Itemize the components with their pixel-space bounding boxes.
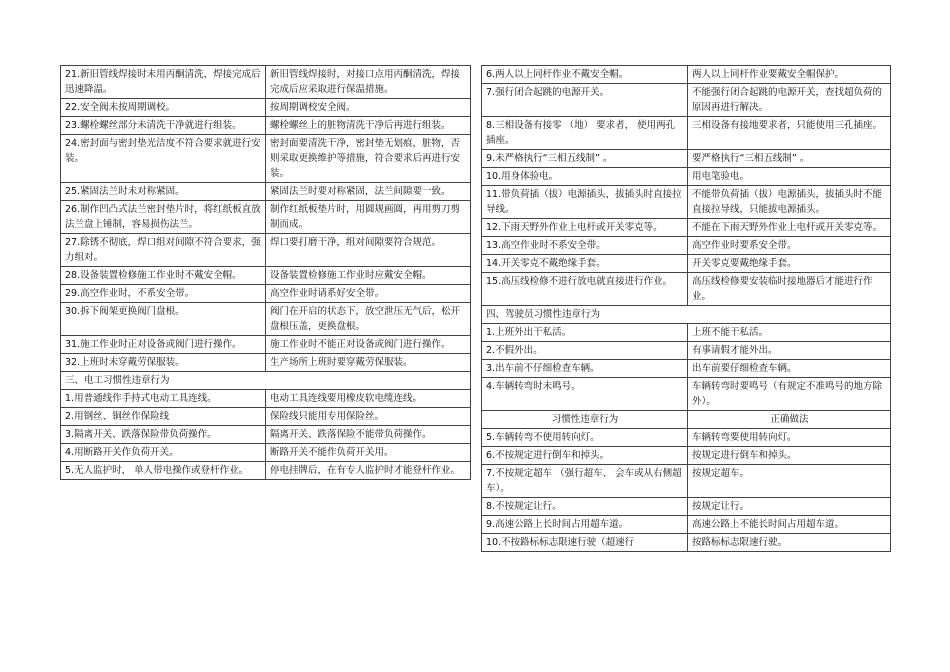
table-row [482, 117, 891, 150]
table-row [61, 117, 471, 135]
section-title: 四、驾驶员习惯性违章行为 [482, 306, 891, 324]
violation-cell: 10.不按路标标志限速行驶（超速行 [482, 534, 688, 552]
table-row [482, 186, 891, 219]
table-row [61, 267, 471, 285]
correct-practice-cell: 阀门在开启的状态下，放空泄压无气后，松开盘根压盖，更换盘根。 [266, 303, 471, 336]
correct-practice-cell: 车辆转弯时要鸣号（有规定不准鸣号的地方除外）。 [688, 378, 891, 411]
correct-practice-cell: 按周期调校安全阀。 [266, 99, 471, 117]
violation-cell: 23.螺栓螺丝部分未清洗干净就进行组装。 [61, 117, 266, 135]
section-title: 三、电工习惯性违章行为 [61, 372, 471, 390]
violation-cell: 21.新旧管线焊接时未用丙酮清洗，焊接完成后迅速降温。 [61, 66, 266, 99]
correct-practice-cell: 用电笔验电。 [688, 168, 891, 186]
correct-practice-cell: 有事请假才能外出。 [688, 342, 891, 360]
table-row [482, 360, 891, 378]
correct-practice-cell: 按规定进行倒车和掉头。 [688, 447, 891, 465]
table-row [61, 336, 471, 354]
correct-practice-cell: 保险线只能用专用保险丝。 [266, 408, 471, 426]
violation-cell: 31.施工作业时正对设备或阀门进行操作。 [61, 336, 266, 354]
table-row [482, 150, 891, 168]
correct-practice-cell: 停电挂牌后，在有专人监护时才能登杆作业。 [266, 462, 471, 480]
table-row [482, 447, 891, 465]
violation-cell: 25.紧固法兰时未对称紧固。 [61, 183, 266, 201]
correct-practice-cell: 制作红纸板垫片时，用圆规画圆，再用剪刀剪制而成。 [266, 201, 471, 234]
violation-cell: 11.带负荷插（拔）电源插头，拔插头时直接拉导线。 [482, 186, 688, 219]
violation-cell: 30.拆下阀架更换阀门盘根。 [61, 303, 266, 336]
correct-practice-cell: 三相设备有接地要求者，只能使用三孔插座。 [688, 117, 891, 150]
left-table-body [61, 66, 471, 480]
correct-practice-cell: 高空作业时要系安全带。 [688, 237, 891, 255]
violation-cell: 6.两人以上同杆作业不戴安全帽。 [482, 66, 688, 84]
correct-practice-cell: 高空作业时请系好安全带。 [266, 285, 471, 303]
correct-practice-cell: 高速公路上不能长时间占用超车道。 [688, 516, 891, 534]
table-row [482, 237, 891, 255]
correct-practice-cell: 密封面要清洗干净，密封垫无划痕，脏物，否则采取更换维护等措施，符合要求后再进行安装。 [266, 135, 471, 183]
correct-practice-cell: 螺栓螺丝上的脏物清洗干净后再进行组装。 [266, 117, 471, 135]
table-row [61, 66, 471, 99]
table-row [61, 390, 471, 408]
correct-practice-cell: 焊口要打磨干净，组对间隙要符合规范。 [266, 234, 471, 267]
table-row [482, 465, 891, 498]
table-row [482, 84, 891, 117]
table-row [61, 135, 471, 183]
table-row [61, 462, 471, 480]
table-row [482, 324, 891, 342]
correct-practice-cell: 开关零克要戴绝缘手套。 [688, 255, 891, 273]
right-rules-table [481, 65, 891, 552]
left-rules-table [60, 65, 471, 480]
section-row [61, 372, 471, 390]
violation-cell: 8.三相设备有接零 （地） 要求者， 使用两孔插座。 [482, 117, 688, 150]
table-row [482, 516, 891, 534]
correct-practice-cell: 上班不能干私活。 [688, 324, 891, 342]
violation-cell: 3.隔离开关、跌落保险带负荷操作。 [61, 426, 266, 444]
violation-cell: 3.出车前不仔细检查车辆。 [482, 360, 688, 378]
violation-cell: 2.用钢丝、铜丝作保险线 [61, 408, 266, 426]
table-row [61, 426, 471, 444]
table-row [482, 255, 891, 273]
violation-cell: 13.高空作业时不系安全带。 [482, 237, 688, 255]
violation-cell: 22.安全阀未按周期调校。 [61, 99, 266, 117]
table-row [61, 303, 471, 336]
table-row [482, 219, 891, 237]
correct-practice-cell: 按路标标志限速行驶。 [688, 534, 891, 552]
correct-practice-cell: 两人以上同杆作业要戴安全帽保护。 [688, 66, 891, 84]
column-header-row [482, 411, 891, 429]
violation-cell: 4.用断路开关作负荷开关。 [61, 444, 266, 462]
table-row [482, 342, 891, 360]
correct-practice-cell: 按规定让行。 [688, 498, 891, 516]
violation-cell: 1.用普通线作手持式电动工具连线。 [61, 390, 266, 408]
table-row [61, 234, 471, 267]
correct-practice-cell: 不能在下雨天野外作业上电杆或开关零克等。 [688, 219, 891, 237]
violation-cell: 12.下雨天野外作业上电杆或开关零克等。 [482, 219, 688, 237]
violation-cell: 5.无人监护时， 单人带电操作或登杆作业。 [61, 462, 266, 480]
violation-cell: 15.高压线检修不进行放电就直接进行作业。 [482, 273, 688, 306]
correct-practice-cell: 不能强行闭合起跳的电源开关，查找超负荷的原因再进行解决。 [688, 84, 891, 117]
table-row [482, 534, 891, 552]
correct-practice-cell: 紧固法兰时要对称紧固，法兰间隙要一致。 [266, 183, 471, 201]
table-row [482, 273, 891, 306]
correct-practice-cell: 施工作业时不能正对设备或阀门进行操作。 [266, 336, 471, 354]
violation-cell: 1.上班外出干私活。 [482, 324, 688, 342]
correct-practice-cell: 断路开关不能作负荷开关用。 [266, 444, 471, 462]
correct-practice-cell: 高压线检修要安装临时接地器后才能进行作业。 [688, 273, 891, 306]
table-row [61, 354, 471, 372]
correct-practice-cell: 车辆转弯要使用转向灯。 [688, 429, 891, 447]
violation-cell: 5.车辆转弯不使用转向灯。 [482, 429, 688, 447]
section-row [482, 306, 891, 324]
violation-cell: 14.开关零克不戴绝缘手套。 [482, 255, 688, 273]
correct-practice-cell: 按规定超车。 [688, 465, 891, 498]
correct-practice-cell: 生产场所上班时要穿戴劳保服装。 [266, 354, 471, 372]
violation-cell: 9.高速公路上长时间占用超车道。 [482, 516, 688, 534]
table-row [61, 183, 471, 201]
table-row [61, 99, 471, 117]
header-violation: 习惯性违章行为 [482, 411, 688, 429]
violation-cell: 27.除锈不彻底，焊口组对间隙不符合要求，强力组对。 [61, 234, 266, 267]
violation-cell: 10.用身体验电。 [482, 168, 688, 186]
correct-practice-cell: 电动工具连线要用橡皮软电缆连线。 [266, 390, 471, 408]
violation-cell: 29.高空作业时，不系安全带。 [61, 285, 266, 303]
violation-cell: 26.制作凹凸式法兰密封垫片时，将红纸板直放法兰盘上锤制，容易损伤法兰。 [61, 201, 266, 234]
violation-cell: 32.上班时未穿戴劳保服装。 [61, 354, 266, 372]
violation-cell: 28.设备装置检修施工作业时不戴安全帽。 [61, 267, 266, 285]
table-row [482, 168, 891, 186]
correct-practice-cell: 隔离开关、跌落保险不能带负荷操作。 [266, 426, 471, 444]
header-correct-practice: 正确做法 [688, 411, 891, 429]
violation-cell: 7.不按规定超车 （强行超车、 会车或从右侧超车）。 [482, 465, 688, 498]
table-row [482, 498, 891, 516]
table-row [482, 378, 891, 411]
table-row [61, 444, 471, 462]
violation-cell: 2.不假外出。 [482, 342, 688, 360]
table-row [482, 66, 891, 84]
violation-cell: 4.车辆转弯时未鸣号。 [482, 378, 688, 411]
correct-practice-cell: 要严格执行“三相五线制” 。 [688, 150, 891, 168]
violation-cell: 6.不按规定进行倒车和掉头。 [482, 447, 688, 465]
violation-cell: 8.不按规定让行。 [482, 498, 688, 516]
violation-cell: 24.密封面与密封垫光洁度不符合要求就进行安装。 [61, 135, 266, 183]
table-row [61, 408, 471, 426]
correct-practice-cell: 设备装置检修施工作业时应戴安全帽。 [266, 267, 471, 285]
table-row [482, 429, 891, 447]
right-table-body [482, 66, 891, 552]
correct-practice-cell: 不能带负荷插（拔）电源插头，拔插头时不能直接拉导线，只能拔电源插头。 [688, 186, 891, 219]
correct-practice-cell: 出车前要仔细检查车辆。 [688, 360, 891, 378]
table-row [61, 201, 471, 234]
violation-cell: 7.强行闭合起跳的电源开关。 [482, 84, 688, 117]
correct-practice-cell: 新旧管线焊接时，对接口点用丙酮清洗，焊接完成后应采取进行保温措施。 [266, 66, 471, 99]
violation-cell: 9.未严格执行“三相五线制” 。 [482, 150, 688, 168]
table-row [61, 285, 471, 303]
